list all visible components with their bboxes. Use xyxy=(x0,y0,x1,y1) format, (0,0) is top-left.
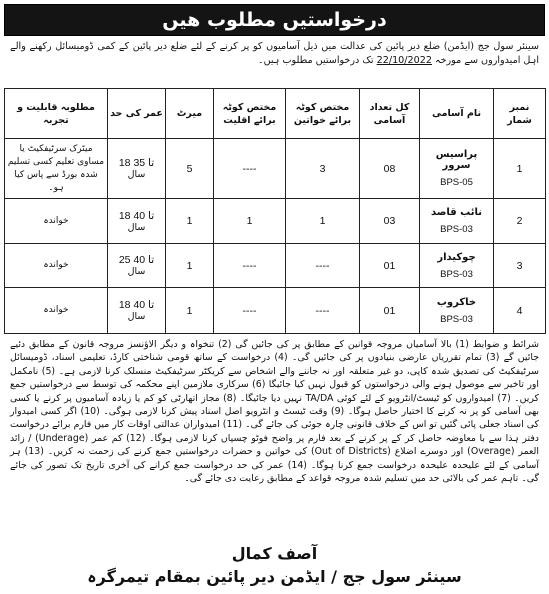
post-name: نائب قاصد xyxy=(430,207,483,218)
cell-age xyxy=(108,288,166,334)
cell-age xyxy=(108,139,166,199)
age-range: 18 تا 40 xyxy=(118,209,155,222)
intro-text-end: تک درخواستیں مطلوب ہیں۔ xyxy=(257,55,374,66)
cell-women-quota: 1 xyxy=(286,199,360,244)
terms-and-conditions: شرائط و ضوابط (1) بالا آسامیاں مروجہ قوانین کے مطابق پر کی جائیں گی (2) تنخواہ و دیگر الاؤنسز مروجہ قانون کے مطابق دئیے جائیں گے (3) تمام تقرریاں عارضی بنیادوں پر کی جائیں گی۔ (4) درخواست کے ساتھ قومی شناختی کارڈ، تعلیمی اسناد، ڈومیسائل سرٹیفکیٹ کی تصدیق شدہ کاپی، دو غیر متعلقہ اور نہ جاننے والے اشخاص سے کریکٹر سرٹیفکیٹ منسلک کرنا لازمی ہے۔ (5) نامکمل اور تاخیر سے موصول ہونے والی درخواستوں کو قبول نہیں کیا جائیگا (6) سرکاری ملازمین اپنے محکمہ کی توسط سے درخواستیں جمع کریں۔ (7) امیدواروں کو ٹیسٹ/انٹرویو کے لئے کوئی TA/DA نہیں دیا جائیگا۔ (8) مجاز اتھارٹی کو کم یا زیادہ آسامیوں پر کرنے یا کسی بھی آسامی کو پر نہ کرنے کا اختیار حاصل ہوگا۔ (9) وقت ٹیسٹ و انٹرویو اصل اسناد پیش کرنا لازمی ہوگی۔ (10) اگر کسی امیدوار کی اسناد جعلی پائی گئیں تو اس کے خلاف قانونی چارہ جوئی کی جائے گی۔ (11) امیدواران عدالتی اوقات کار میں فارم برائے درخواست دفتر ہذا سے با معاوضہ حاصل کر کے پر کرنے کے بعد فارم پر واضح فوٹو چسپاں کرنا لازمی ہوگا۔ (12) کم عمر (Underage) / زائد العمر (Overage) اور دوسرے اضلاع (Out of Districts) کی خواتین و حضرات درخواستیں جمع کرنے کی زحمت نہ کریں۔ (13) ہر آسامی کے لئے علیحدہ علیحدہ درخواست جمع کرنا ہوگا۔ (14) عمر کی حد درخواست جمع کرانے کی آخری تاریخ تک تصور کی جائے گی۔ تاہم عمر کی بالائی حد میں تسلیم شدہ مروجہ قواعد کے مطابق رعایت دی جائے گی۔ xyxy=(10,339,540,485)
header-post: نام آسامی xyxy=(420,89,494,139)
header-minority-quota: مختص کوٹہ برائے اقلیت xyxy=(214,89,286,139)
post-name: خاکروب xyxy=(436,296,477,308)
cell-serial: 3 xyxy=(494,244,546,288)
cell-merit: 1 xyxy=(166,244,214,288)
age-unit: سال xyxy=(127,311,146,322)
post-name: پراسیس سرور xyxy=(435,149,478,171)
cell-minority-quota: 1 xyxy=(214,199,286,244)
cell-women-quota: 3 xyxy=(286,139,360,199)
cell-merit: 1 xyxy=(166,288,214,334)
table-row xyxy=(5,244,546,288)
cell-count: 01 xyxy=(360,244,420,288)
page-title: درخواستیں مطلوب ھیں xyxy=(4,4,545,36)
cell-serial: 4 xyxy=(494,288,546,334)
header-count: کل تعداد آسامی xyxy=(360,89,420,139)
table-header-row xyxy=(5,89,546,139)
posts-table xyxy=(4,88,546,334)
cell-women-quota: ---- xyxy=(286,288,360,334)
cell-count: 08 xyxy=(360,139,420,199)
header-qualification: مطلوبہ قابلیت و تجربہ xyxy=(5,89,108,139)
age-unit: سال xyxy=(127,266,146,277)
age-range: 18 تا 40 xyxy=(118,299,155,311)
cell-age xyxy=(108,244,166,288)
age-unit: سال xyxy=(127,169,146,180)
cell-count: 01 xyxy=(360,288,420,334)
signatory-title: سینئر سول جج / ایڈمن دیر پائین بمقام تیمرگرہ xyxy=(87,567,462,586)
cell-serial: 1 xyxy=(494,139,546,199)
post-name: چوکیدار xyxy=(437,251,476,263)
header-age: عمر کی حد xyxy=(108,89,166,139)
cell-qualification: میٹرک سرٹیفکیٹ یا مساوی تعلیم کسی تسلیم شدہ بورڈ سے پاس کیا ہو۔ xyxy=(5,139,108,199)
post-bps: BPS-03 xyxy=(440,224,473,235)
cell-count: 03 xyxy=(360,199,420,244)
deadline-date: 22/10/2022 xyxy=(376,55,432,66)
intro-text: سینئر سول جج (ایڈمن) ضلع دیر پائین کی عدالت میں ذیل آسامیوں کو پر کرنے کے لئے ضلع دیر پائین کے کمی ڈومیسائل رکھنے والے اہل امیدواروں سے مورخہ xyxy=(10,41,539,66)
age-range: 18 تا 35 xyxy=(118,157,155,169)
cell-merit: 1 xyxy=(166,199,214,244)
table-row xyxy=(5,288,546,334)
table-row xyxy=(5,199,546,244)
header-women-quota: مختص کوٹہ برائے خواتین xyxy=(286,89,360,139)
cell-serial: 2 xyxy=(494,199,546,244)
cell-women-quota: ---- xyxy=(286,244,360,288)
table-row xyxy=(5,139,546,199)
cell-post xyxy=(420,244,494,288)
cell-post xyxy=(420,288,494,334)
post-bps: BPS-03 xyxy=(440,268,473,280)
cell-minority-quota: ---- xyxy=(214,288,286,334)
cell-minority-quota: ---- xyxy=(214,139,286,199)
cell-post xyxy=(420,199,494,244)
age-unit: سال xyxy=(127,221,146,233)
age-range: 25 تا 40 xyxy=(118,254,155,266)
header-merit: میرٹ xyxy=(166,89,214,139)
intro-paragraph xyxy=(4,36,545,88)
cell-qualification: خواندہ xyxy=(5,288,108,334)
cell-age xyxy=(108,199,166,244)
header-serial: نمبر شمار xyxy=(494,89,546,139)
cell-merit: 5 xyxy=(166,139,214,199)
signatory-name: آصف کمال xyxy=(231,544,318,563)
cell-minority-quota: ---- xyxy=(214,244,286,288)
cell-post xyxy=(420,139,494,199)
cell-qualification: خواندہ xyxy=(5,244,108,288)
post-bps: BPS-03 xyxy=(440,313,473,325)
cell-qualification: خواندہ xyxy=(5,199,108,244)
post-bps: BPS-05 xyxy=(440,177,473,188)
